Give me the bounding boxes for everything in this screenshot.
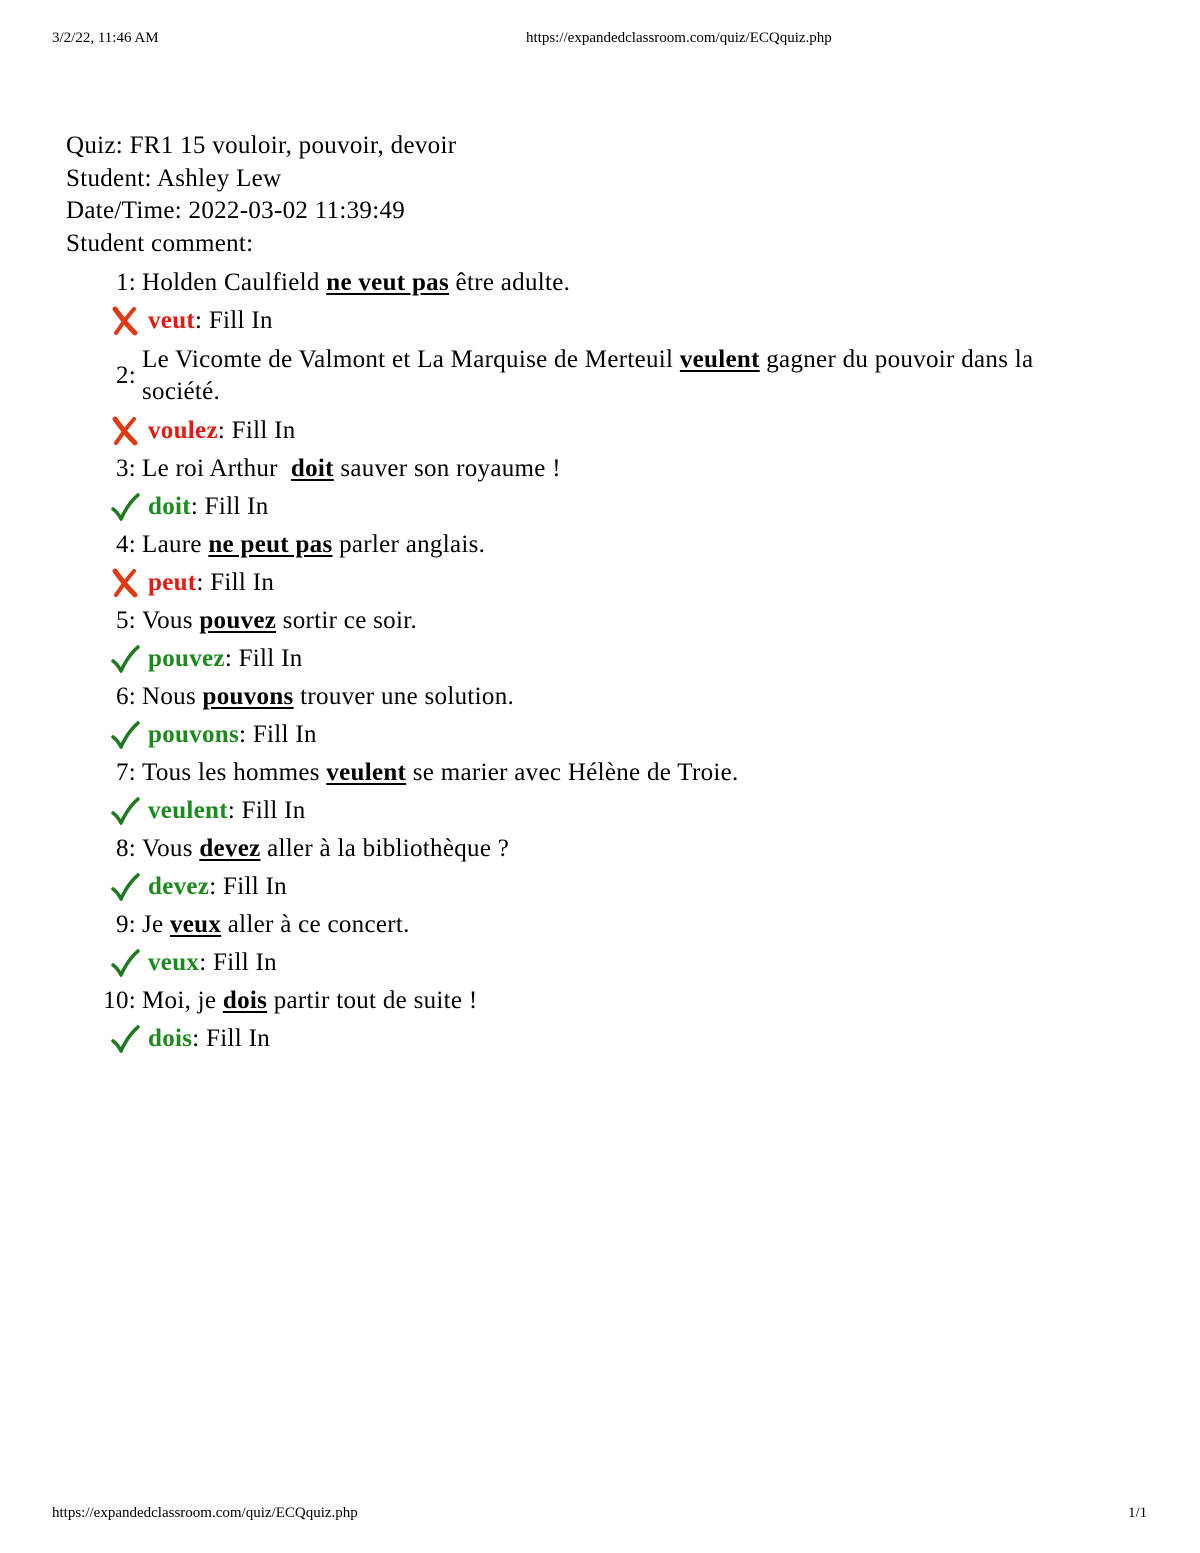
response [148,1025,270,1053]
question-number: 6: [115,683,136,710]
response-type: : Fill In [192,1025,270,1052]
page-number: 1/1 [1128,1505,1148,1521]
question-number: 5: [115,607,136,634]
response-type: : Fill In [227,797,306,824]
response-answer: veulent [148,797,228,824]
response-row [66,944,1126,982]
print-footer [0,1505,1200,1525]
answer-key: ne veut pas [326,269,449,296]
response-type: : Fill In [196,569,275,596]
answer-key: dois [222,987,268,1014]
response-answer: doit [148,493,191,520]
answer-key: devez [199,835,261,862]
question-number: 8: [115,835,136,862]
question-row [66,526,1126,564]
question-text: Vous pouvez sortir ce soir. [142,607,418,634]
question-text: Le roi Arthur doit sauver son royaume ! [142,455,561,482]
response-answer: pouvez [148,645,225,672]
response-row [66,792,1126,830]
response-answer: veux [148,949,200,976]
response-row [66,302,1126,340]
footer-url: https://expandedclassroom.com/quiz/ECQquiz.php [52,1505,358,1521]
response [148,797,306,825]
response-type: : Fill In [199,949,277,976]
response-answer: dois [148,1025,193,1052]
question-row [66,906,1126,944]
question-text: Tous les hommes veulent se marier avec Hélène de Troie. [142,759,739,786]
question-row [66,264,1126,302]
cross-icon [110,568,140,598]
quiz-title: Quiz: FR1 15 vouloir, pouvoir, devoir [66,132,457,159]
question-number: 3: [115,455,136,482]
question-row [66,678,1126,716]
question-number: 1: [115,269,136,296]
response-row [66,868,1126,906]
response [148,307,273,335]
quiz-info [66,130,456,260]
student-comment: Student comment: [66,229,254,257]
question-row [66,450,1126,488]
question-text: Vous devez aller à la bibliothèque ? [142,835,510,862]
quiz-datetime: Date/Time: 2022-03-02 11:39:49 [66,197,406,224]
response-row [66,716,1126,754]
check-icon [110,720,140,750]
question-text: Laure ne peut pas parler anglais. [142,531,486,558]
response-row [66,640,1126,678]
response-row [66,564,1126,602]
response [148,721,317,749]
question-row [66,982,1126,1020]
check-icon [110,1024,140,1054]
question-text: Le Vicomte de Valmont et La Marquise de Merteuil veulent gagner du pouvoir dans la société. [142,346,1034,405]
question-text: Je veux aller à ce concert. [142,911,410,938]
response-type: : Fill In [209,873,287,900]
question-row [66,830,1126,868]
response-answer: voulez [148,417,218,444]
response [148,569,274,597]
question-text: Moi, je dois partir tout de suite ! [142,987,478,1014]
response-row [66,412,1126,450]
response-answer: pouvons [148,721,240,748]
question-row [66,754,1126,792]
print-url: https://expandedclassroom.com/quiz/ECQquiz.php [526,30,832,46]
cross-icon [110,306,140,336]
answer-key: pouvons [202,683,294,710]
answer-key: pouvez [199,607,277,634]
response-type: : Fill In [195,307,273,334]
question-list [66,264,1126,1058]
check-icon [110,796,140,826]
student-name: Student: Ashley Lew [66,164,282,192]
answer-key: ne peut pas [208,531,333,558]
check-icon [110,948,140,978]
response [148,873,287,901]
question-text: Holden Caulfield ne veut pas être adulte. [142,269,571,296]
response [148,645,303,673]
response-answer: peut [148,569,197,596]
answer-key: veulent [679,346,760,373]
question-row [66,602,1126,640]
response-answer: veut [148,307,196,334]
response-type: : Fill In [217,417,296,444]
answer-key: doit [290,455,334,482]
check-icon [110,492,140,522]
question-number: 2: [115,362,136,389]
response [148,949,277,977]
cross-icon [110,416,140,446]
question-text: Nous pouvons trouver une solution. [142,683,515,710]
response [148,493,269,521]
question-number: 9: [115,911,136,938]
check-icon [110,644,140,674]
response-type: : Fill In [224,645,303,672]
question-row [66,340,1126,412]
response-type: : Fill In [239,721,317,748]
response-type: : Fill In [190,493,269,520]
answer-key: veux [169,911,222,938]
question-number: 7: [115,759,136,786]
response-row [66,1020,1126,1058]
print-header [0,30,1200,50]
print-datetime: 3/2/22, 11:46 AM [52,30,159,46]
response-row [66,488,1126,526]
check-icon [110,872,140,902]
question-number: 4: [115,531,136,558]
response [148,417,296,445]
response-answer: devez [148,873,210,900]
question-number: 10: [103,987,136,1014]
answer-key: veulent [326,759,407,786]
